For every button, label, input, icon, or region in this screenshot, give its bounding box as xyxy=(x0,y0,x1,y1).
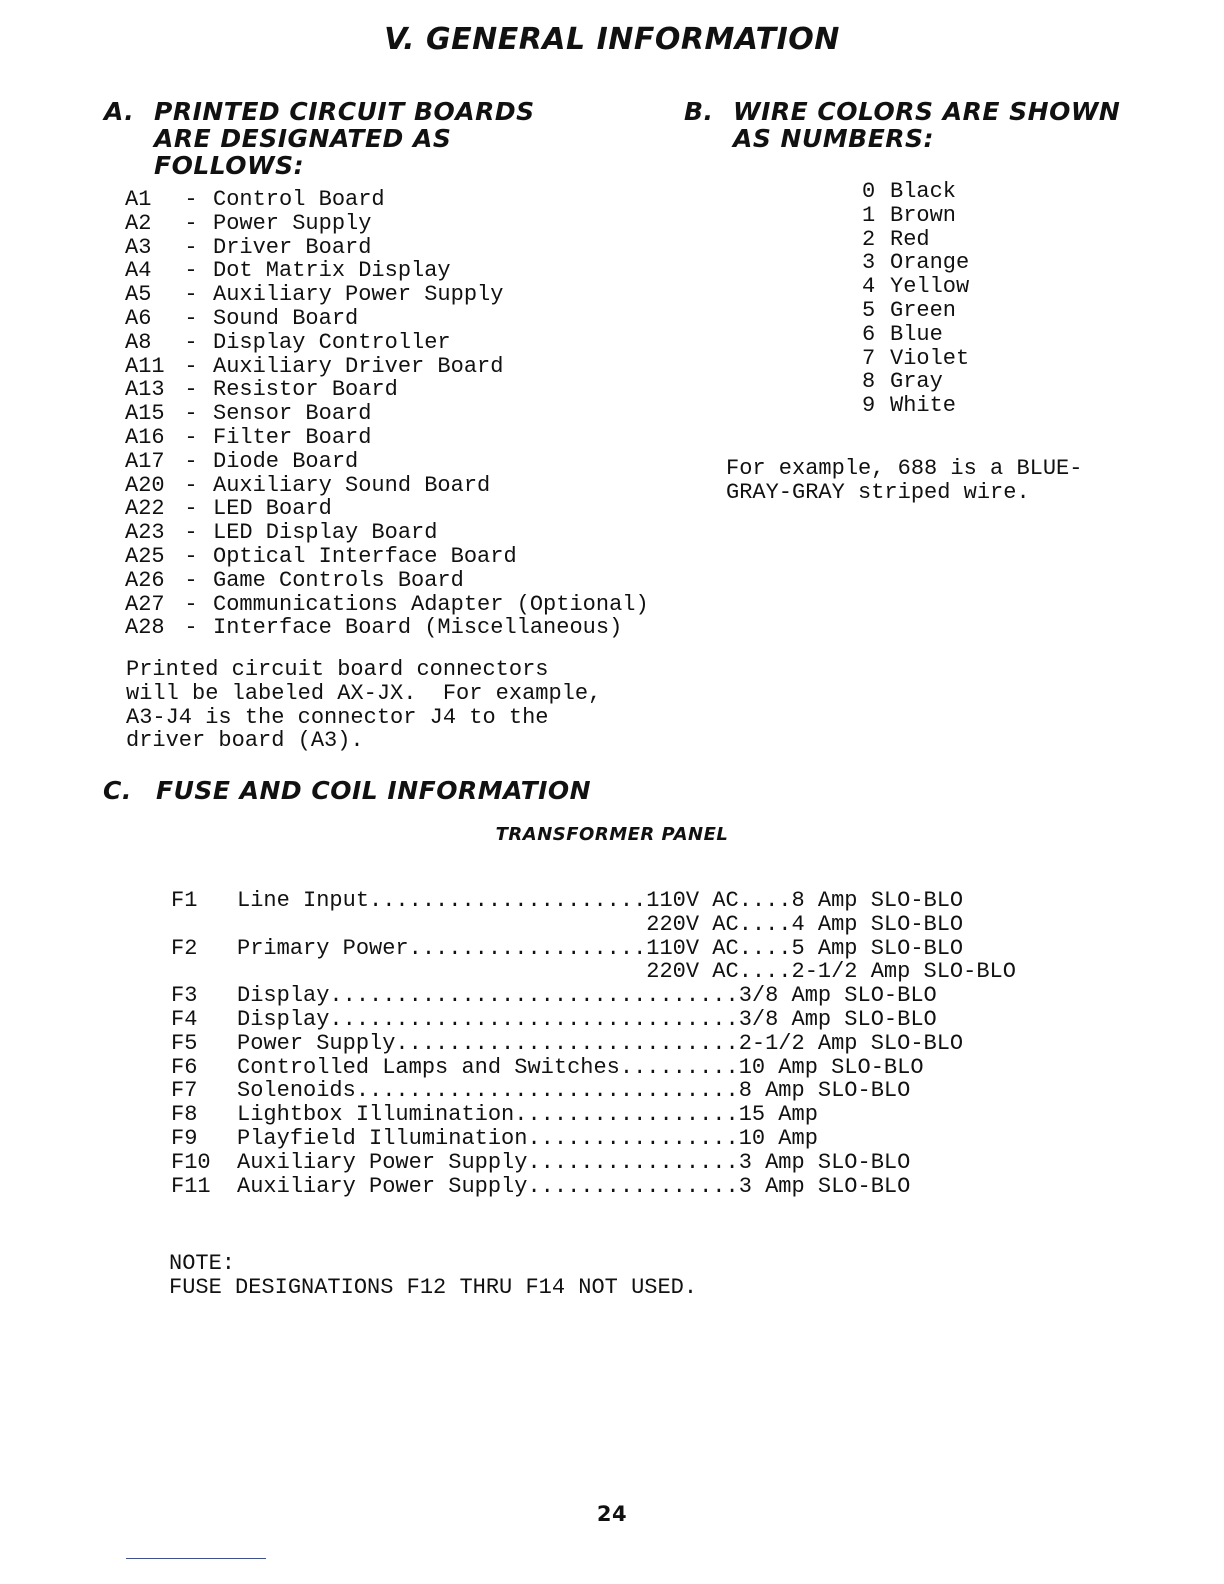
pcb-connector-note: Printed circuit board connectors will be labeled AX-JX. For example, A3-J4 is the connector J4 to the driver board (A3). xyxy=(126,657,602,754)
board-code: A6 xyxy=(125,305,152,331)
board-name: Power Supply xyxy=(213,210,372,236)
board-list-item xyxy=(125,283,649,307)
fuse-row: F11 Auxiliary Power Supply................3 Amp SLO-BLO xyxy=(171,1173,911,1199)
wire-color-item xyxy=(862,228,969,252)
board-name: LED Board xyxy=(213,496,332,522)
page-title: V. GENERAL INFORMATION xyxy=(384,22,840,57)
board-list-item xyxy=(125,236,649,260)
separator-dash: - xyxy=(184,520,198,546)
fuse-table xyxy=(171,889,1016,1198)
wire-color-item xyxy=(862,347,969,371)
board-list-item xyxy=(125,474,649,498)
wire-color-item xyxy=(862,323,969,347)
board-name: Driver Board xyxy=(213,234,372,260)
wire-color-name: White xyxy=(890,393,957,419)
board-list-item xyxy=(125,593,649,617)
board-list-item xyxy=(125,616,649,640)
footer-rule xyxy=(126,1558,266,1559)
wire-color-number: 2 xyxy=(862,226,876,252)
fuse-row: 220V AC....4 Amp SLO-BLO xyxy=(171,911,964,937)
wire-color-name: Blue xyxy=(890,321,943,347)
separator-dash: - xyxy=(184,401,198,427)
wire-color-name: Black xyxy=(890,179,957,204)
board-designation-list xyxy=(125,188,649,640)
wire-color-item xyxy=(862,251,969,275)
note-text: FUSE DESIGNATIONS F12 THRU F14 NOT USED. xyxy=(169,1275,698,1300)
board-name: Optical Interface Board xyxy=(213,543,517,569)
board-list-item xyxy=(125,497,649,521)
board-list-item xyxy=(125,188,649,212)
board-list-item xyxy=(125,569,649,593)
separator-dash: - xyxy=(184,234,198,260)
board-name: Auxiliary Sound Board xyxy=(213,472,491,498)
separator-dash: - xyxy=(184,305,198,331)
board-list-item xyxy=(125,259,649,283)
section-a-letter: A. xyxy=(104,97,135,126)
wire-color-number: 7 xyxy=(862,345,876,371)
fuse-row: F9 Playfield Illumination................10 Amp xyxy=(171,1125,818,1151)
board-code: A28 xyxy=(125,615,165,641)
section-b-title: WIRE COLORS ARE SHOWN AS NUMBERS: xyxy=(733,97,1121,153)
board-code: A16 xyxy=(125,424,165,450)
separator-dash: - xyxy=(184,258,198,284)
wire-color-list xyxy=(862,180,969,418)
separator-dash: - xyxy=(184,424,198,450)
fuse-row: F7 Solenoids.............................8 Amp SLO-BLO xyxy=(171,1078,911,1104)
fuse-row: F5 Power Supply..........................2-1/2 Amp SLO-BLO xyxy=(171,1030,964,1056)
wire-color-name: Red xyxy=(890,226,930,252)
board-name: Diode Board xyxy=(213,448,359,474)
wire-color-number: 9 xyxy=(862,393,876,419)
separator-dash: - xyxy=(184,591,198,617)
separator-dash: - xyxy=(184,615,198,641)
board-code: A26 xyxy=(125,567,165,593)
wire-color-name: Orange xyxy=(890,250,970,276)
board-list-item xyxy=(125,212,649,236)
separator-dash: - xyxy=(184,282,198,308)
board-code: A25 xyxy=(125,543,165,569)
board-name: Communications Adapter (Optional) xyxy=(213,591,649,617)
section-a-title: PRINTED CIRCUIT BOARDS ARE DESIGNATED AS FOLLOWS: xyxy=(154,97,535,180)
board-list-item xyxy=(125,331,649,355)
board-code: A15 xyxy=(125,401,165,427)
board-name: Auxiliary Power Supply xyxy=(213,282,504,308)
board-name: Game Controls Board xyxy=(213,567,464,593)
wire-color-number: 4 xyxy=(862,274,876,300)
board-code: A2 xyxy=(125,210,152,236)
board-code: A11 xyxy=(125,353,165,379)
section-c-title: FUSE AND COIL INFORMATION xyxy=(156,776,592,805)
wire-color-name: Green xyxy=(890,297,957,323)
board-code: A23 xyxy=(125,520,165,546)
separator-dash: - xyxy=(184,329,198,355)
page-number: 24 xyxy=(596,1502,628,1526)
section-c-letter: C. xyxy=(103,776,132,805)
board-list-item xyxy=(125,307,649,331)
transformer-panel-heading: TRANSFORMER PANEL xyxy=(495,824,729,845)
wire-color-example: For example, 688 is a BLUE- GRAY-GRAY striped wire. xyxy=(726,456,1083,505)
fuse-row: 220V AC....2-1/2 Amp SLO-BLO xyxy=(171,959,1016,985)
note-label: NOTE: xyxy=(169,1251,236,1276)
wire-color-item xyxy=(862,180,969,204)
board-name: Sensor Board xyxy=(213,401,372,427)
section-b-letter: B. xyxy=(684,97,714,126)
separator-dash: - xyxy=(184,353,198,379)
board-code: A20 xyxy=(125,472,165,498)
wire-color-item xyxy=(862,275,969,299)
fuse-row: F2 Primary Power..................110V AC....5 Amp SLO-BLO xyxy=(171,935,964,961)
separator-dash: - xyxy=(184,377,198,403)
board-list-item xyxy=(125,545,649,569)
fuse-row: F4 Display...............................3/8 Amp SLO-BLO xyxy=(171,1006,937,1032)
board-name: Resistor Board xyxy=(213,377,398,403)
separator-dash: - xyxy=(184,210,198,236)
fuse-row: F6 Controlled Lamps and Switches.........10 Amp SLO-BLO xyxy=(171,1054,924,1080)
board-list-item xyxy=(125,378,649,402)
wire-color-number: 8 xyxy=(862,369,876,395)
wire-color-item xyxy=(862,370,969,394)
board-name: Dot Matrix Display xyxy=(213,258,451,284)
fuse-row: F8 Lightbox Illumination.................15 Amp xyxy=(171,1102,818,1128)
wire-color-number: 0 xyxy=(862,179,876,204)
wire-color-name: Violet xyxy=(890,345,970,371)
wire-color-name: Yellow xyxy=(890,274,970,300)
wire-color-name: Brown xyxy=(890,202,957,228)
fuse-row: F1 Line Input.....................110V AC....8 Amp SLO-BLO xyxy=(171,888,964,913)
board-code: A22 xyxy=(125,496,165,522)
separator-dash: - xyxy=(184,496,198,522)
separator-dash: - xyxy=(184,543,198,569)
fuse-row: F10 Auxiliary Power Supply................3 Amp SLO-BLO xyxy=(171,1149,911,1175)
board-code: A4 xyxy=(125,258,152,284)
fuse-row: F3 Display...............................3/8 Amp SLO-BLO xyxy=(171,983,937,1009)
board-list-item xyxy=(125,450,649,474)
board-name: LED Display Board xyxy=(213,520,438,546)
wire-color-number: 5 xyxy=(862,297,876,323)
board-code: A27 xyxy=(125,591,165,617)
wire-color-number: 1 xyxy=(862,202,876,228)
board-name: Display Controller xyxy=(213,329,451,355)
board-code: A8 xyxy=(125,329,152,355)
separator-dash: - xyxy=(184,187,198,212)
board-list-item xyxy=(125,426,649,450)
separator-dash: - xyxy=(184,472,198,498)
board-code: A13 xyxy=(125,377,165,403)
board-name: Filter Board xyxy=(213,424,372,450)
board-code: A5 xyxy=(125,282,152,308)
board-name: Sound Board xyxy=(213,305,359,331)
board-code: A3 xyxy=(125,234,152,260)
board-name: Auxiliary Driver Board xyxy=(213,353,504,379)
wire-color-number: 3 xyxy=(862,250,876,276)
separator-dash: - xyxy=(184,567,198,593)
wire-color-number: 6 xyxy=(862,321,876,347)
board-list-item xyxy=(125,521,649,545)
wire-color-item xyxy=(862,394,969,418)
wire-color-item xyxy=(862,299,969,323)
board-name: Interface Board (Miscellaneous) xyxy=(213,615,623,641)
board-name: Control Board xyxy=(213,187,385,212)
wire-color-item xyxy=(862,204,969,228)
separator-dash: - xyxy=(184,448,198,474)
board-list-item xyxy=(125,355,649,379)
board-list-item xyxy=(125,402,649,426)
board-code: A1 xyxy=(125,187,152,212)
board-code: A17 xyxy=(125,448,165,474)
wire-color-name: Gray xyxy=(890,369,943,395)
